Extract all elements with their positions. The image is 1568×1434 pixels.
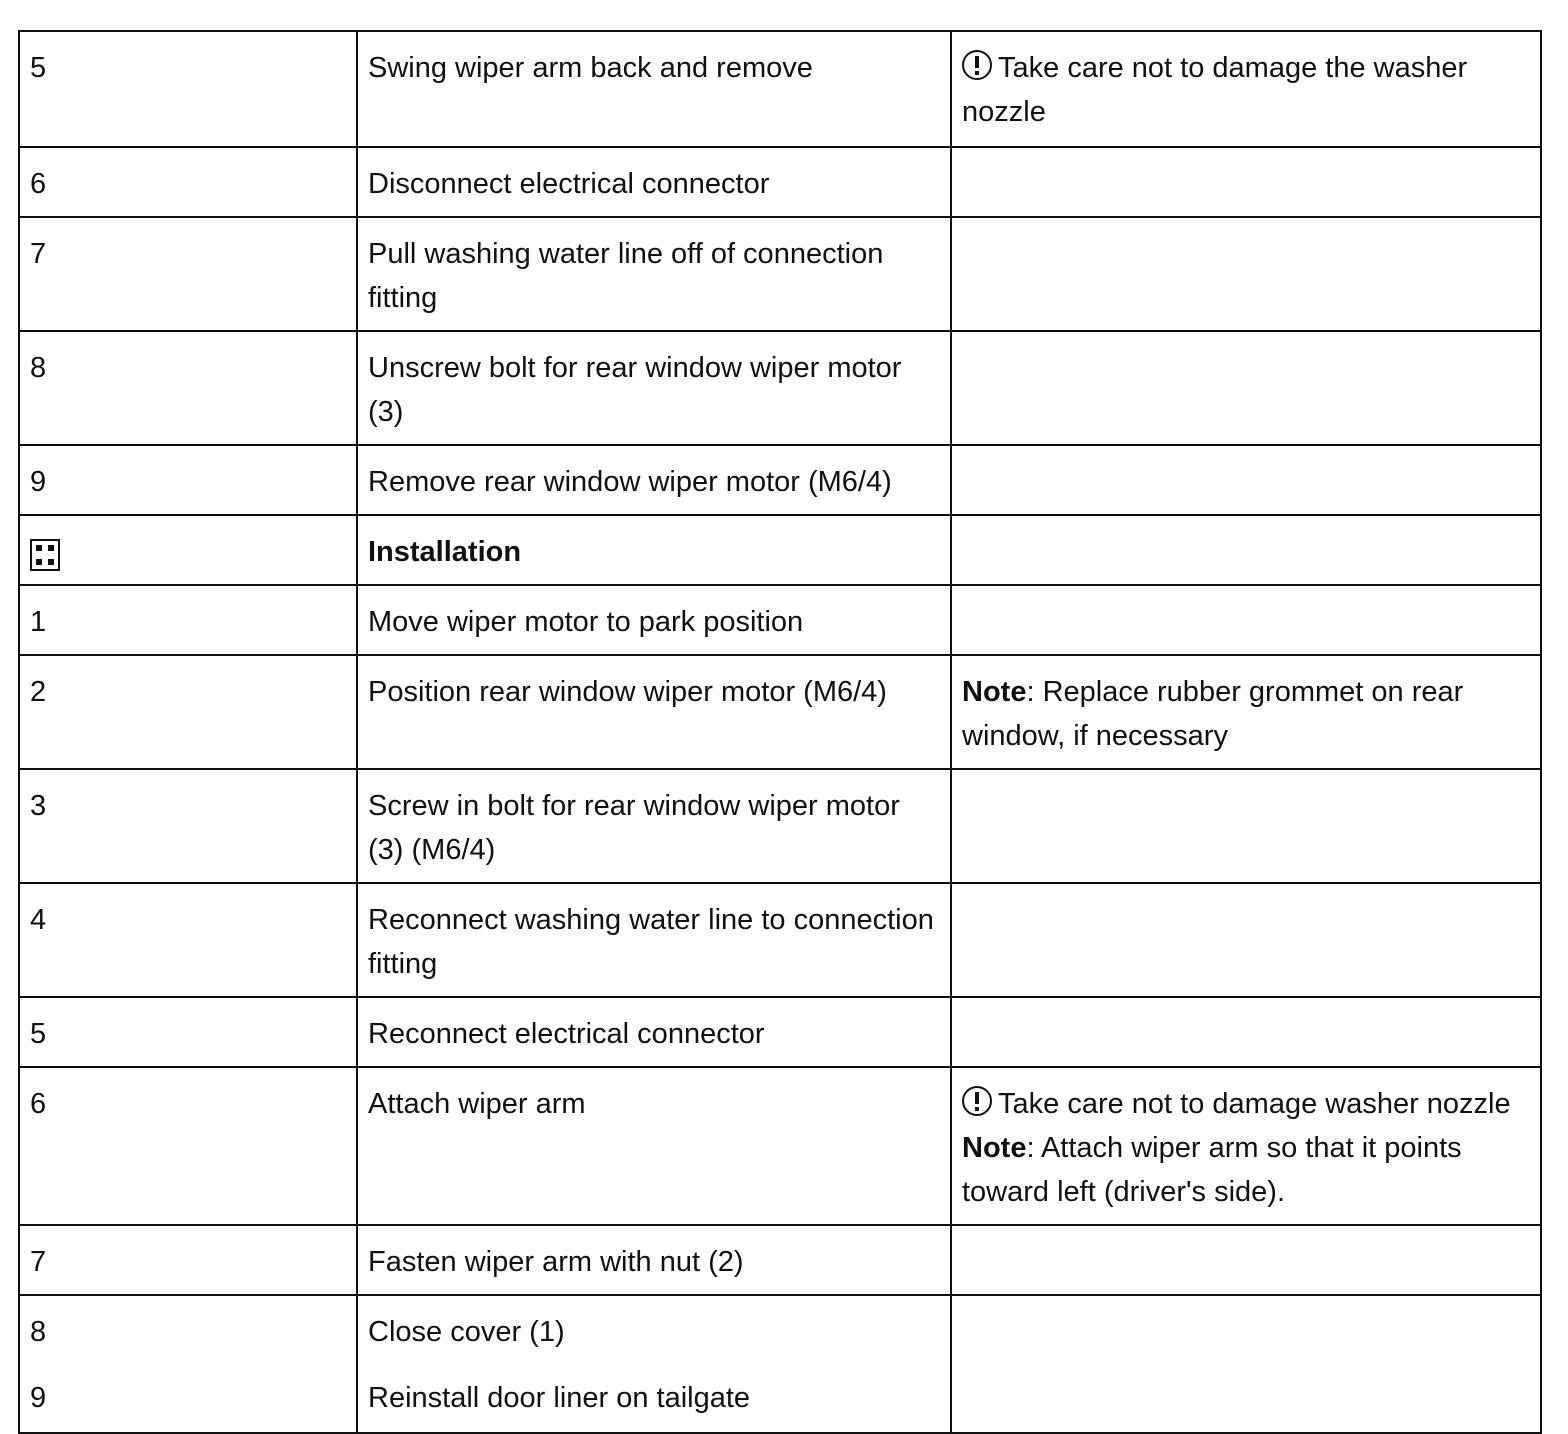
note-text: : Replace rubber grommet on rear window, if necessary [962, 676, 1464, 752]
table-row [19, 147, 1541, 217]
step-action: Attach wiper arm [357, 1067, 951, 1225]
table-row [19, 585, 1541, 655]
step-remark [951, 331, 1541, 445]
step-action: Reconnect washing water line to connection fitting [357, 883, 951, 997]
step-number: 5 [19, 997, 357, 1067]
step-remark [951, 585, 1541, 655]
step-remark [951, 31, 1541, 147]
caution-text: Take care not to damage the washer nozzle [962, 52, 1468, 128]
step-number: 1 [19, 585, 357, 655]
step-number: 8 [19, 331, 357, 445]
step-number: 6 [19, 147, 357, 217]
step-number: 6 [19, 1067, 357, 1225]
procedure-table [18, 30, 1542, 1434]
step-number: 9 [19, 445, 357, 515]
step-number [19, 515, 357, 585]
step-remark [951, 1067, 1541, 1225]
table-row [19, 1067, 1541, 1225]
table-row [19, 769, 1541, 883]
step-remark [951, 655, 1541, 769]
table-row [19, 997, 1541, 1067]
step-remark [951, 997, 1541, 1067]
step-action: Position rear window wiper motor (M6/4) [357, 655, 951, 769]
note-text: : Attach wiper arm so that it points toward left (driver's side). [962, 1132, 1462, 1208]
step-number: 7 [19, 1225, 357, 1295]
step-action [357, 1295, 951, 1433]
step-number: 4 [19, 883, 357, 997]
step-remark [951, 1225, 1541, 1295]
table-row [19, 883, 1541, 997]
step-action: Swing wiper arm back and remove [357, 31, 951, 147]
note-line [962, 1126, 1530, 1214]
table-row [19, 515, 1541, 585]
step-remark [951, 515, 1541, 585]
step-action: Screw in bolt for rear window wiper motor (3) (M6/4) [357, 769, 951, 883]
table-row [19, 331, 1541, 445]
step-action: Unscrew bolt for rear window wiper motor (3) [357, 331, 951, 445]
step-remark [951, 217, 1541, 331]
step-number-8: 8 [30, 1316, 47, 1348]
step-number: 7 [19, 217, 357, 331]
step-remark [951, 445, 1541, 515]
step-remark [951, 147, 1541, 217]
step-action-9: Reinstall door liner on tailgate [368, 1382, 751, 1414]
step-number: 2 [19, 655, 357, 769]
table-row [19, 31, 1541, 147]
caution-line [962, 1082, 1530, 1126]
table-row [19, 1295, 1541, 1433]
step-action: Pull washing water line off of connection fitting [357, 217, 951, 331]
step-number: 3 [19, 769, 357, 883]
section-heading: Installation [357, 515, 951, 585]
step-action: Remove rear window wiper motor (M6/4) [357, 445, 951, 515]
step-action: Reconnect electrical connector [357, 997, 951, 1067]
step-number [19, 1295, 357, 1433]
note-label: Note [962, 676, 1027, 708]
table-row [19, 655, 1541, 769]
caution-icon [962, 50, 992, 80]
step-number: 5 [19, 31, 357, 147]
step-remark [951, 1295, 1541, 1433]
step-action: Fasten wiper arm with nut (2) [357, 1225, 951, 1295]
step-action-8: Close cover (1) [368, 1316, 565, 1348]
note-label: Note [962, 1132, 1027, 1164]
step-number-9: 9 [30, 1382, 47, 1414]
table-row [19, 1225, 1541, 1295]
table-row [19, 217, 1541, 331]
step-remark [951, 769, 1541, 883]
step-action: Move wiper motor to park position [357, 585, 951, 655]
step-remark [951, 883, 1541, 997]
installation-icon [30, 539, 60, 571]
table-row [19, 445, 1541, 515]
caution-icon [962, 1086, 992, 1116]
step-action: Disconnect electrical connector [357, 147, 951, 217]
caution-text: Take care not to damage washer nozzle [998, 1088, 1511, 1120]
